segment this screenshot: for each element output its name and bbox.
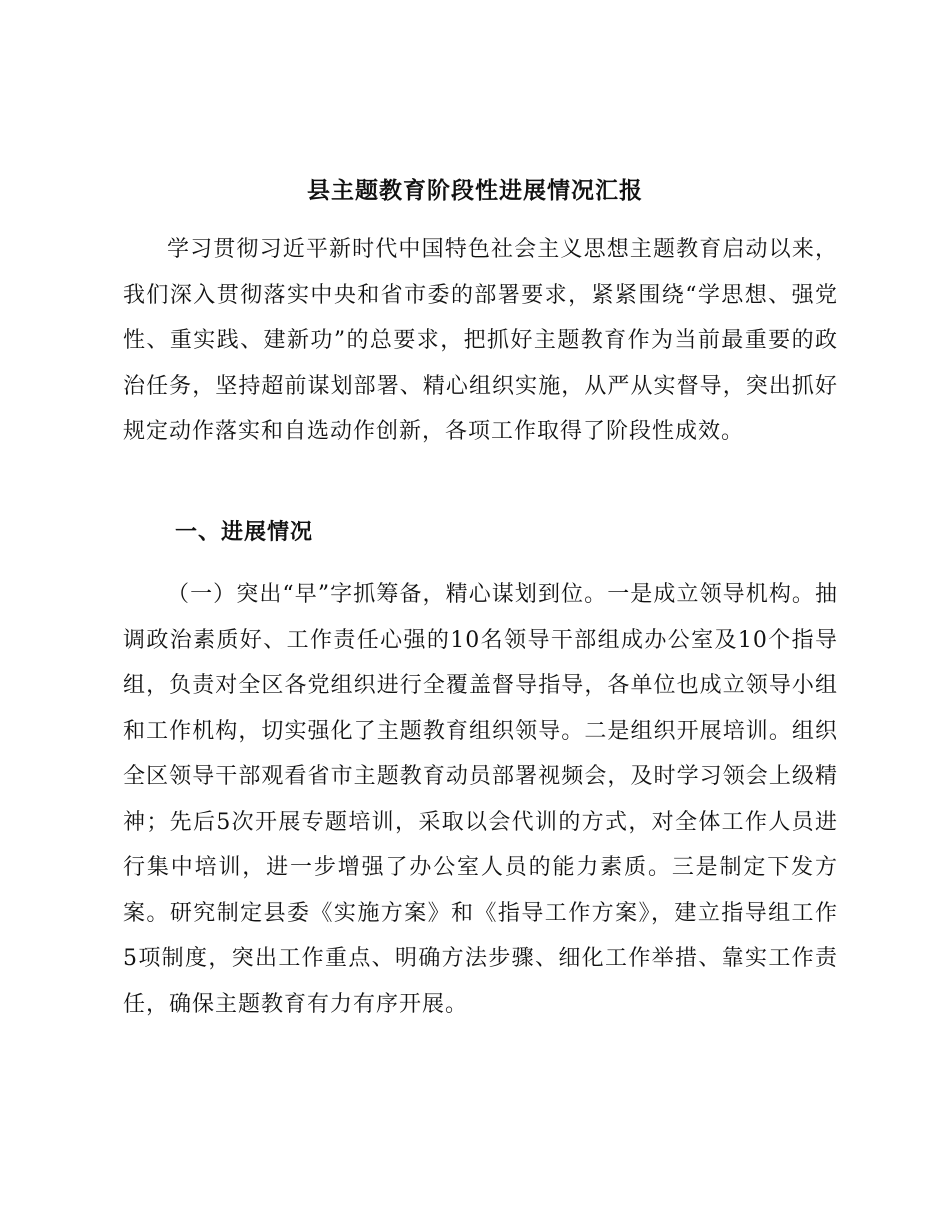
section-heading: 一、进展情况 <box>175 520 314 545</box>
document-title: 县主题教育阶段性进展情况汇报 <box>307 177 643 204</box>
intro-paragraph: 学习贯彻习近平新时代中国特色社会主义思想主题教育启动以来，我们深入贯彻落实中央和省市委的部署要求，紧紧围绕“学思想、强党性、重实践、建新功”的总要求，把抓好主题教育作为当前最重要的政治任务，坚持超前谋划部署、精心组织实施，从严从实督导，突出抓好规定动作落实和自选动作创新，各项工作取得了阶段性成效。 <box>123 237 838 444</box>
section-paragraph: （一）突出“早”字抓筹备，精心谋划到位。一是成立领导机构。抽调政治素质好、工作责任心强的10名领导干部组成办公室及10个指导组，负责对全区各党组织进行全覆盖督导指导，各单位也成立领导小组和工作机构，切实强化了主题教育组织领导。二是组织开展培训。组织全区领导干部观看省市主题教育动员部署视频会，及时学习领会上级精神；先后5次开展专题培训，采取以会代训的方式，对全体工作人员进行集中培训，进一步增强了办公室人员的能力素质。三是制定下发方案。研究制定县委《实施方案》和《指导工作方案》，建立指导组工作5项制度，突出工作重点、明确方法步骤、细化工作举措、靠实工作责任，确保主题教育有力有序开展。 <box>123 582 838 1017</box>
